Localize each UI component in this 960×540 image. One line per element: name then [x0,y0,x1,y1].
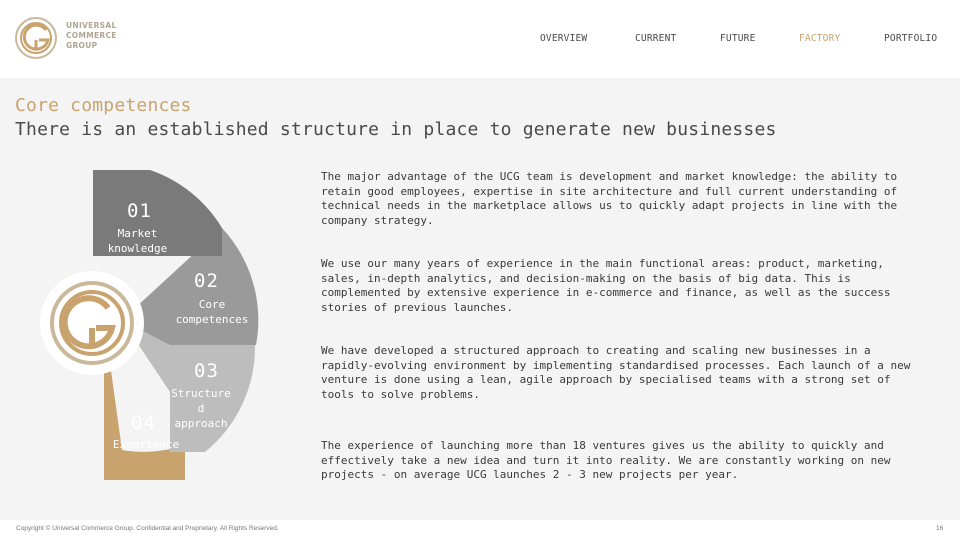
logo-line-3: GROUP [66,41,98,50]
logo-wordmark [66,21,136,51]
paragraph-market-knowledge: The major advantage of the UCG team is development and market knowledge: the ability to retain good employees, expertise in site architecture and full current understanding of technical needs in the marketplace allows us to quickly adapt projects in line with the company strategy. [321,170,898,227]
page-number: 16 [936,525,944,532]
segment-03-label-line-1: Structure [171,387,231,400]
segment-03-label-line-2: d [197,402,205,415]
segment-01-label-line-1: Market [117,227,158,240]
segment-02-number: 02 [194,270,219,292]
nav-portfolio[interactable]: PORTFOLIO [884,33,938,44]
segment-01-label-line-2: knowledge [107,242,168,255]
paragraph-experience: The experience of launching more than 18 ventures gives us the ability to quickly and effectively take a new idea and turn it into reality. We are constantly working on new projects - on average UCG launches 2 - 3 new projects per year. [321,439,891,482]
ucg-logo-icon [14,16,60,60]
copyright-notice: Copyright © Universal Commerce Group. Confidential and Proprietary. All Rights Reserved. [16,525,279,532]
nav-factory[interactable]: FACTORY [799,33,841,44]
segment-02-label [172,297,252,327]
paragraph-structured-approach: We have developed a structured approach to creating and scaling new businesses in a rapidly-evolving environment by implementing standardised processes. Each launch of a new venture is done using a lean, agile approach by specialised teams with a strong set of tools to solve problems. [321,344,911,401]
segment-02-label-line-1: Core [198,298,226,311]
segment-03-label [165,386,237,431]
page-subtitle: There is an established structure in place to generate new businesses [15,119,777,140]
segment-02-label-line-2: competences [175,313,249,326]
nav-current[interactable]: CURRENT [635,33,677,44]
company-logo[interactable] [14,16,124,60]
segment-04-label [106,437,186,452]
segment-04-number: 04 [131,412,156,434]
page-title: Core competences [15,95,192,116]
nav-future[interactable]: FUTURE [720,33,756,44]
segment-04-label-line-1: Experience [112,438,180,451]
segment-03-label-line-3: approach [174,417,228,430]
segment-01-number: 01 [127,200,152,222]
logo-line-2: COMMERCE [66,31,117,40]
nav-overview[interactable]: OVERVIEW [540,33,588,44]
logo-line-1: UNIVERSAL [66,21,117,30]
paragraph-core-competences: We use our many years of experience in the main functional areas: product, marketing, sales, in-depth analytics, and decision-making on the basis of big data. This is complemented by extensive experience in e-commerce and finance, as well as the success stories of previous launches. [321,257,891,314]
segment-03-number: 03 [194,360,219,382]
segment-01-label [100,226,175,256]
center-circle [40,271,144,375]
competence-diagram [0,160,320,500]
